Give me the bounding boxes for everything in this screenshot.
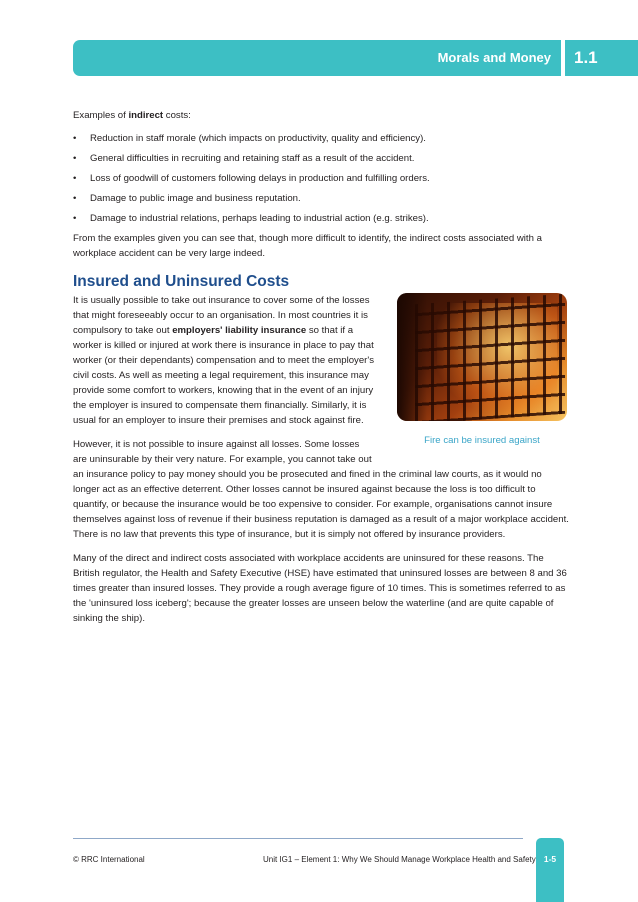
indirect-conclusion: From the examples given you can see that, though more difficult to identify, the indirect costs associated with a workplace accident can be very large indeed. (73, 233, 542, 259)
page-number: 1-5 (543, 854, 557, 864)
bullet: • (73, 213, 77, 224)
bullet: • (73, 133, 77, 144)
section-heading: Insured and Uninsured Costs (73, 273, 290, 290)
list-item-text: Loss of goodwill of customers following delays in production and fulfilling orders. (90, 173, 430, 184)
list-item (73, 171, 569, 186)
uninsurable-paragraph: However, it is not possible to insure against all losses. Some losses are uninsurable by their very nature. For example, you cannot take out an insurance policy to pay money should you be prosecuted and fined in the criminal law courts, as it would no longer act as an effective deterrent. Other losses cannot be insured against because the loss is too difficult to quantify, or because the insurance would be too expensive to consider. For example, organisations cannot insure themselves against loss of revenue if their business reputation is damaged as a result of a major workplace accident. There is no law that prevents this type of insurance, but it is simply not offered by insurance providers. (73, 439, 569, 540)
page-content (73, 108, 569, 635)
intro-text: Examples of (73, 110, 129, 121)
list-item (73, 151, 569, 166)
bullet: • (73, 153, 77, 164)
intro-bold: indirect (128, 110, 164, 121)
bullet: • (73, 193, 77, 204)
iceberg-paragraph: Many of the direct and indirect costs associated with workplace accidents are uninsured for these reasons. The British regulator, the Health and Safety Executive (HSE) have estimated that uninsured losses are between 8 and 36 times greater than insured losses. They provide a rough average figure of 10 times. This is sometimes referred to as the 'uninsured loss iceberg'; because the greater losses are unseen below the waterline (and are quite capable of sinking the ship). (73, 553, 567, 624)
burning-building-image (397, 293, 567, 421)
building-windows (415, 294, 565, 421)
list-item (73, 211, 569, 226)
footer-unit-title: Unit IG1 – Element 1: Why We Should Manage Workplace Health and Safety (263, 855, 536, 864)
footer-copyright: © RRC International (73, 855, 145, 864)
list-item-text: Reduction in staff morale (which impacts on productivity, quality and efficiency). (90, 133, 426, 144)
bullet: • (73, 173, 77, 184)
footer-divider (73, 838, 523, 839)
indirect-intro (73, 108, 569, 123)
list-item (73, 191, 569, 206)
para-text: It is usually possible to take out insurance to cover some of the losses that might foreseeably occur to an organisation. In most countries it is compulsory to take out (73, 295, 370, 336)
fire-figure (397, 293, 567, 448)
list-item-text: General difficulties in recruiting and retaining staff as a result of the accident. (90, 153, 415, 164)
intro-suffix: costs: (163, 110, 191, 121)
section-number: 1.1 (574, 48, 598, 67)
list-item-text: Damage to public image and business reputation. (90, 193, 301, 204)
para-text: so that if a worker is killed or injured at work there is insurance in place to pay that worker (or their dependants) compensation and to meet the employer's civil costs. As well as meeting a legal requirement, this insurance may provide some comfort to workers, knowing that in the event of an injury the employer is insured to compensate them financially. Similarly, it is usual for an employer to insure their premises and stock against fire. (73, 325, 374, 426)
figure-caption: Fire can be insured against (424, 435, 540, 446)
page-number-tab (536, 838, 564, 902)
para-bold: employers' liability insurance (172, 325, 307, 336)
header-bar (73, 40, 561, 76)
indirect-costs-list (73, 131, 569, 226)
image-shadow (397, 293, 427, 421)
list-item (73, 131, 569, 146)
header-title: Morals and Money (437, 50, 551, 65)
list-item-text: Damage to industrial relations, perhaps leading to industrial action (e.g. strikes). (90, 213, 429, 224)
section-number-box (565, 40, 638, 76)
